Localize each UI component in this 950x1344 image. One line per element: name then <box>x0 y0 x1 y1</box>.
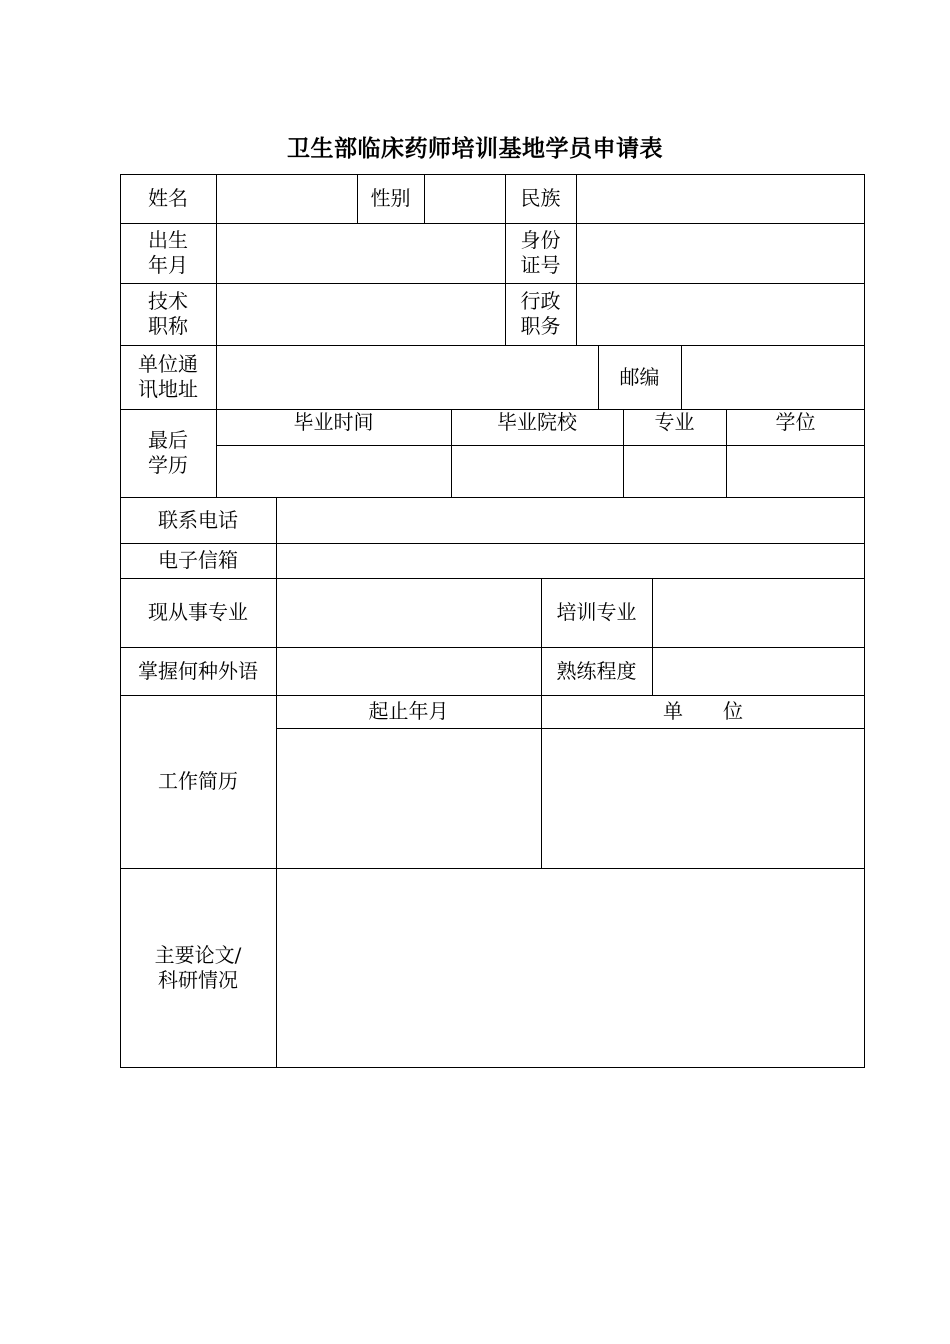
tech-title-label: 技术 职称 <box>148 289 188 338</box>
work-unit-field[interactable] <box>542 729 864 868</box>
gender-field[interactable] <box>425 175 505 223</box>
graduation-school-field[interactable] <box>452 446 623 497</box>
gender-label: 性别 <box>370 186 411 210</box>
address-label: 单位通 讯地址 <box>138 352 198 401</box>
name-field[interactable] <box>217 175 357 223</box>
admin-post-label: 行政 职务 <box>520 289 561 338</box>
major-field[interactable] <box>624 446 726 497</box>
papers-label: 主要论文/ 科研情况 <box>154 943 242 992</box>
graduation-time-field[interactable] <box>217 446 451 497</box>
degree-field[interactable] <box>727 446 864 497</box>
email-label: 电子信箱 <box>158 548 238 572</box>
ethnicity-field[interactable] <box>577 175 864 223</box>
foreign-language-field[interactable] <box>277 648 541 695</box>
graduation-time-header: 毕业时间 <box>293 410 374 434</box>
work-period-field[interactable] <box>277 729 541 868</box>
current-specialty-field[interactable] <box>277 579 541 647</box>
work-history-label: 工作简历 <box>158 769 238 793</box>
tech-title-field[interactable] <box>217 284 505 345</box>
training-specialty-field[interactable] <box>653 579 864 647</box>
work-unit-header: 单 位 <box>663 699 743 723</box>
postcode-label: 邮编 <box>619 364 660 389</box>
foreign-language-label: 掌握何种外语 <box>138 658 258 683</box>
proficiency-field[interactable] <box>653 648 864 695</box>
education-label: 最后 学历 <box>148 428 188 477</box>
ethnicity-label: 民族 <box>520 186 561 210</box>
id-number-label: 身份 证号 <box>520 228 561 277</box>
graduation-school-header: 毕业院校 <box>497 410 577 434</box>
phone-label: 联系电话 <box>158 507 238 532</box>
work-period-header: 起止年月 <box>368 699 449 723</box>
admin-post-field[interactable] <box>577 284 864 345</box>
application-form-table <box>120 174 865 1068</box>
postcode-field[interactable] <box>682 346 864 409</box>
papers-field[interactable] <box>277 869 864 1067</box>
name-label: 姓名 <box>148 186 188 210</box>
proficiency-label: 熟练程度 <box>556 658 637 683</box>
birth-date-field[interactable] <box>217 224 505 283</box>
major-header: 专业 <box>654 410 695 434</box>
email-field[interactable] <box>277 544 864 578</box>
address-field[interactable] <box>217 346 598 409</box>
id-number-field[interactable] <box>577 224 864 283</box>
phone-field[interactable] <box>277 498 864 543</box>
current-specialty-label: 现从事专业 <box>148 600 248 624</box>
training-specialty-label: 培训专业 <box>556 600 637 624</box>
degree-header: 学位 <box>775 410 816 434</box>
form-title: 卫生部临床药师培训基地学员申请表 <box>287 135 663 162</box>
birth-date-label: 出生 年月 <box>148 228 188 277</box>
